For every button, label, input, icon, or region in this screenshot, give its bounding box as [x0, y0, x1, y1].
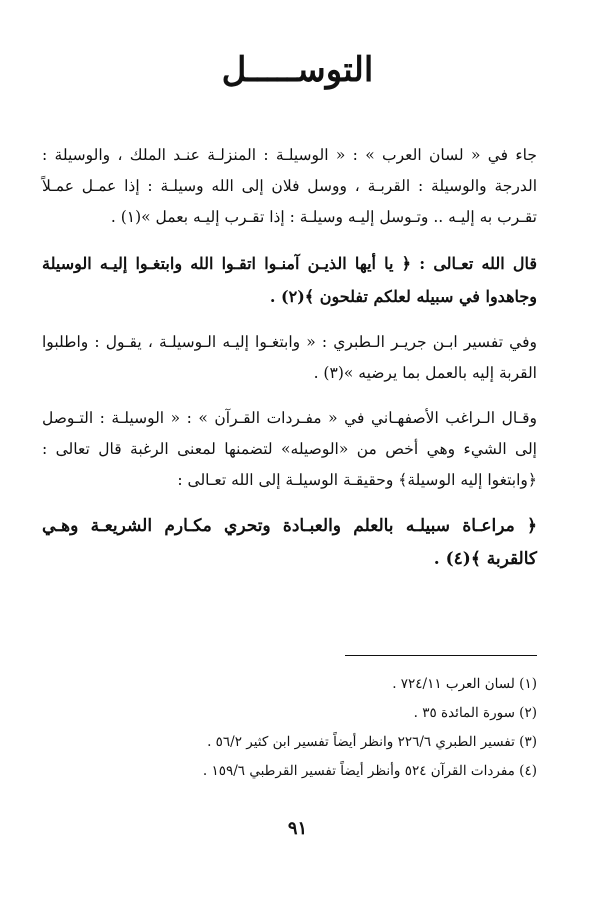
- paragraph-tabari: وفي تفسير ابـن جريـر الـطبري : « وابتغـوا إليـه الـوسيلـة ، يقـول : واطلبوا القربة إليه بالعمل بما يرضيه »(٣) .: [42, 333, 537, 382]
- footnotes: [42, 670, 537, 786]
- footnote-3: (٣) تفسير الطبري ٢٢٦/٦ وانظر أيضاً تفسير ابن كثير ٥٦/٢ .: [207, 734, 537, 750]
- paragraph-raghib-quote: ﴿ مراعـاة سبيلـه بالعلم والعبـادة وتحري مكـارم الشريعـة وهـي كالقربة ﴾(٤) .: [42, 516, 537, 569]
- paragraph-raghib: وقـال الـراغب الأصفهـاني في « مفـردات القـرآن » : « الوسيلـة : التـوصل إلى الشيء وهي أخص من «الوصيله» لتضمنها لمعنى الرغبة قال تعالى : ﴿وابتغوا إليه الوسيلة﴾ وحقيقـة الوسيلـة إلى الله تعـالى :: [42, 409, 537, 489]
- chapter-title: التوســـــل: [221, 50, 374, 90]
- body-text: [42, 140, 537, 590]
- paragraph-lisan-al-arab: جاء في « لسان العرب » : « الوسيلـة : المنزلـة عنـد الملك ، والوسيلة : الدرجة والوسيلة : القربـة ، ووسل فلان إلى الله وسيلـة : إذا عمـل عمـلاً تقـرب به إليـه .. وتـوسل إليـه وسيلـة : إذا تقـرب إليـه بعمل »(١) .: [42, 146, 537, 226]
- paragraph-quran-verse: قال الله تعـالى : ﴿ يا أيها الذيـن آمنـوا اتقـوا الله وابتغـوا إليـه الوسيلة وجاهدوا في سبيله لعلكم تفلحون ﴾(٢) .: [42, 254, 537, 306]
- footnote-4: (٤) مفردات القرآن ٥٢٤ وأنظر أيضاً تفسير القرطبي ١٥٩/٦ .: [202, 763, 537, 779]
- footnote-2: (٢) سورة المائدة ٣٥ .: [413, 705, 537, 721]
- page-number: ٩١: [287, 818, 308, 839]
- footnote-1: (١) لسان العرب ٧٢٤/١١ .: [392, 676, 537, 692]
- footnote-separator: [345, 655, 537, 656]
